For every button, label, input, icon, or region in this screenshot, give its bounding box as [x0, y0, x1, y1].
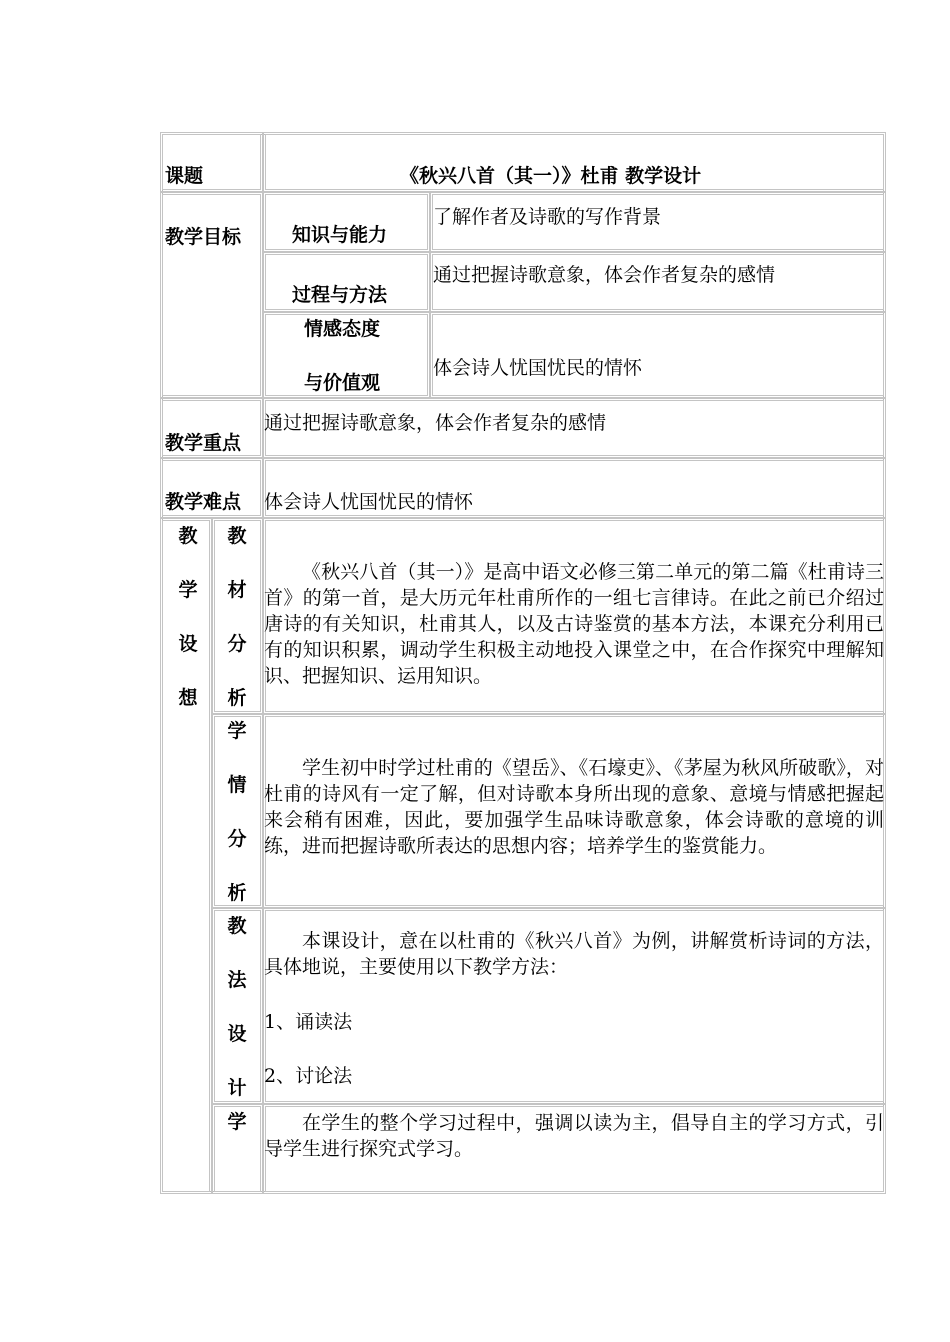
section-label-char: 法: [227, 969, 247, 991]
cell-objectives-label: [160, 192, 263, 398]
section-content: 学生初中时学过杜甫的《望岳》、《石壕吏》、《茅屋为秋风所破歌》，对杜甫的诗风有一定了解，但对诗歌本身所出现的意象、意境与情感把握起来会稍有困难，因此，要加强学生品味诗歌意象，体会诗歌的意境的训练，进而把握诗歌所表达的思想内容；培养学生的鉴赏能力。: [264, 757, 884, 857]
design-label: [173, 509, 203, 725]
method-item: 1、诵读法: [264, 1011, 353, 1033]
section-label-char: 学: [227, 1111, 247, 1133]
objective-content: 通过把握诗歌意象，体会作者复杂的感情: [433, 264, 776, 286]
design-label-char: 设: [178, 633, 198, 655]
section-content: 在学生的整个学习过程中，强调以读为主，倡导自主的学习方式，引导学生进行探究式学习。: [264, 1112, 884, 1160]
key-point-label: 教学重点: [165, 432, 242, 454]
key-point-content: 通过把握诗歌意象，体会作者复杂的感情: [264, 412, 607, 434]
section-label-char: 学: [227, 720, 247, 742]
section-label-char: 析: [227, 687, 247, 709]
objective-category: 知识与能力: [292, 224, 388, 246]
section-label-char: 情: [227, 774, 247, 796]
section-label-char: 教: [227, 915, 247, 937]
section-label: [222, 509, 252, 725]
objective-category-line1: 情感态度: [304, 318, 381, 340]
section-label: [222, 899, 252, 1115]
objective-category-line2: 与价值观: [304, 372, 381, 394]
section-label-char: 材: [227, 579, 247, 601]
objectives-label: 教学目标: [165, 226, 242, 248]
design-label-char: 教: [178, 525, 198, 547]
objective-content: 体会诗人忧国忧民的情怀: [433, 357, 643, 379]
section-content: 本课设计，意在以杜甫的《秋兴八首》为例，讲解赏析诗词的方法，具体地说，主要使用以下教学方法：: [264, 930, 884, 978]
section-label-char: 分: [227, 828, 247, 850]
method-item: 2、讨论法: [264, 1065, 353, 1087]
page-title: 《秋兴八首（其一）》杜甫 教学设计: [400, 165, 702, 187]
section-label: [222, 704, 252, 920]
design-label-char: 学: [178, 579, 198, 601]
objective-content: 了解作者及诗歌的写作背景: [433, 206, 662, 228]
objective-category: 过程与方法: [292, 284, 388, 306]
section-label-char: 教: [227, 525, 247, 547]
section-label-char: 计: [227, 1077, 247, 1099]
section-label: [222, 1095, 252, 1149]
section-label-char: 分: [227, 633, 247, 655]
section-label-char: 析: [227, 882, 247, 904]
design-label-char: 想: [178, 687, 198, 709]
section-content: 《秋兴八首（其一）》是高中语文必修三第二单元的第二篇《杜甫诗三首》的第一首，是大历元年杜甫所作的一组七言律诗。在此之前已介绍过唐诗的有关知识，杜甫其人，以及古诗鉴赏的基本方法，本课充分利用已有的知识积累，调动学生积极主动地投入课堂之中，在合作探究中理解知识、把握知识、运用知识。: [264, 561, 884, 687]
section-label-char: 设: [227, 1023, 247, 1045]
difficulty-label: 教学难点: [165, 491, 242, 513]
difficulty-content: 体会诗人忧国忧民的情怀: [264, 491, 474, 513]
title-label: 课题: [165, 165, 204, 187]
